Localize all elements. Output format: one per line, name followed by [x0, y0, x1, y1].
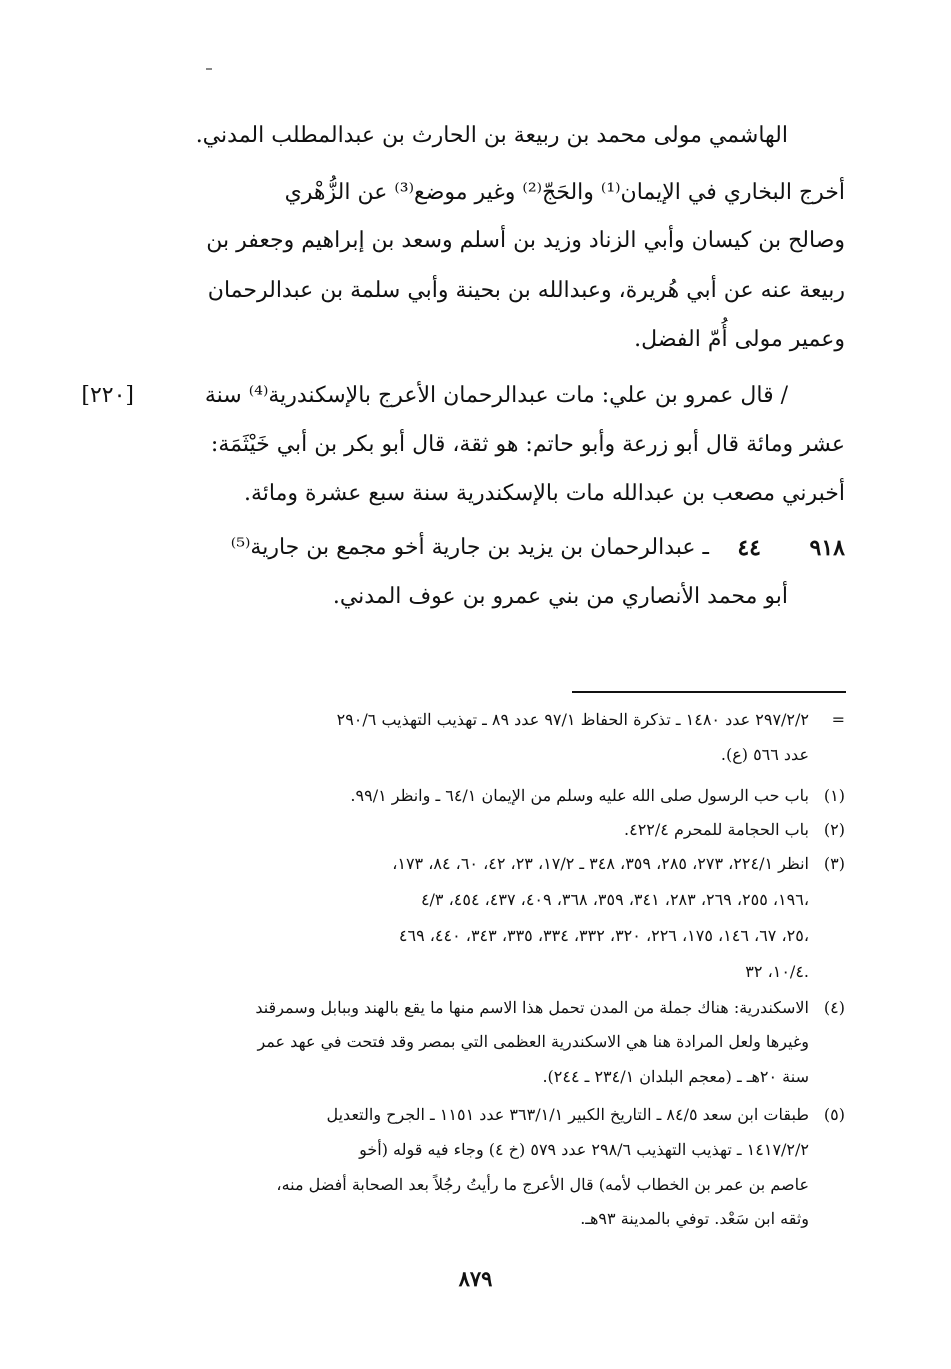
main-line: الهاشمي مولى محمد بن ربيعة بن الحارث بن عبدالمطلب المدني.	[195, 123, 788, 148]
footnote-line: ١٤١٧/٢/٢ ـ تهذيب التهذيب ٢٩٨/٦ عدد ٥٧٩ (خ ٤) وجاء فيه قوله (أخو	[359, 1140, 809, 1159]
footnote-line: طبقات ابن سعد ٨٤/٥ ـ التاريخ الكبير ٣٦٣/١/١ عدد ١١٥١ ـ الجرح والتعديل	[326, 1105, 809, 1124]
footnote-marker: (٥)	[823, 1105, 845, 1124]
main-line: أخرج البخاري في الإيمان⁽¹⁾ والحَجّ⁽²⁾ وغير موضع⁽³⁾ عن الزُّهْري	[284, 180, 845, 205]
footnote-line: الاسكندرية: هناك جملة من المدن تحمل هذا الاسم منها ما يقع بالهند وببابل وسمرقند	[255, 998, 809, 1017]
footnote-line: باب حب الرسول صلى الله عليه وسلم من الإيمان ٦٤/١ ـ وانظر ٩٩/١.	[350, 786, 809, 805]
footnote-marker: =	[831, 710, 845, 729]
entry-sub-number: ٤٤	[737, 535, 761, 561]
footnote-marker: (٣)	[823, 854, 845, 873]
main-line: ربيعة عنه عن أبي هُريرة، وعبدالله بن بحينة وأبي سلمة بن عبدالرحمان	[207, 278, 845, 303]
footnote-marker: (١)	[823, 786, 845, 805]
main-line: عشر ومائة قال أبو زرعة وأبو حاتم: هو ثقة، قال أبو بكر بن أبي خَيْثَمَة:	[210, 432, 845, 457]
footnote-line: ٢٥، ٦٧، ١٤٦، ١٧٥، ٢٢٦، ٣٢٠، ٣٣٢، ٣٣٤، ٣٣٥، ٣٤٣، ٤٤٠، ٤٦٩،	[398, 926, 809, 945]
scan-speck	[206, 68, 212, 70]
footnote-marker: (٤)	[823, 998, 845, 1017]
footnote-line: وثقه ابن سَعْد. توفي بالمدينة ٩٣هـ.	[580, 1209, 809, 1228]
footnote-line: باب الحجامة للمحرم ٤٢٢/٤.	[624, 820, 809, 839]
footnote-line: انظر ٢٢٤/١، ٢٧٣، ٢٨٥، ٣٥٩، ٣٤٨ ـ ١٧/٢، ٢٣، ٤٢، ٦٠، ٨٤، ١٧٣،	[392, 854, 809, 873]
footnote-line: وغيرها ولعل المرادة هنا هي الاسكندرية العظمى التي بمصر وقد فتحت في عهد عمر	[257, 1032, 809, 1051]
entry-heading: ـ عبدالرحمان بن يزيد بن جارية أخو مجمع بن جارية⁽⁵⁾	[230, 535, 709, 560]
footnote-line: ٢٩٧/٢/٢ عدد ١٤٨٠ ـ تذكرة الحفاظ ٩٧/١ عدد ٨٩ ـ تهذيب التهذيب ٢٩٠/٦	[336, 710, 809, 729]
footnote-line: ١٩٦، ٢٥٥، ٢٦٩، ٢٨٣، ٣٤١، ٣٥٩، ٣٦٨، ٤٠٩، ٤٣٧، ٤٥٤، ٤/٣،	[420, 890, 809, 909]
main-line: وعمير مولى أُمّ الفضل.	[634, 327, 845, 352]
entry-number: ٩١٨	[809, 535, 845, 561]
main-line: أخبرني مصعب بن عبدالله مات بالإسكندرية سنة سبع عشرة ومائة.	[243, 481, 845, 506]
page-number: ٨٧٩	[458, 1266, 493, 1291]
footnote-line: ١٠/٤، ٣٢.	[745, 962, 809, 981]
margin-reference: [٢٢٠]	[81, 383, 134, 408]
footnote-divider	[572, 691, 846, 693]
footnote-line: عدد ٥٦٦ (ع).	[720, 745, 809, 764]
footnote-marker: (٢)	[823, 820, 845, 839]
entry-line: أبو محمد الأنصاري من بني عمرو بن عوف المدني.	[332, 584, 788, 609]
footnote-line: سنة ٢٠هـ ـ (معجم البلدان ٢٣٤/١ ـ ٢٤٤).	[542, 1067, 809, 1086]
main-line: / قال عمرو بن علي: مات عبدالرحمان الأعرج بالإسكندرية⁽⁴⁾ سنة	[204, 383, 788, 408]
footnote-line: عاصم بن عمر بن الخطاب لأمه) قال الأعرج ما رأيتُ رجُلاً بعد الصحابة أفضل منه،	[276, 1175, 809, 1194]
main-line: وصالح بن كيسان وأبي الزناد وزيد بن أسلم وسعد بن إبراهيم وجعفر بن	[206, 228, 845, 253]
